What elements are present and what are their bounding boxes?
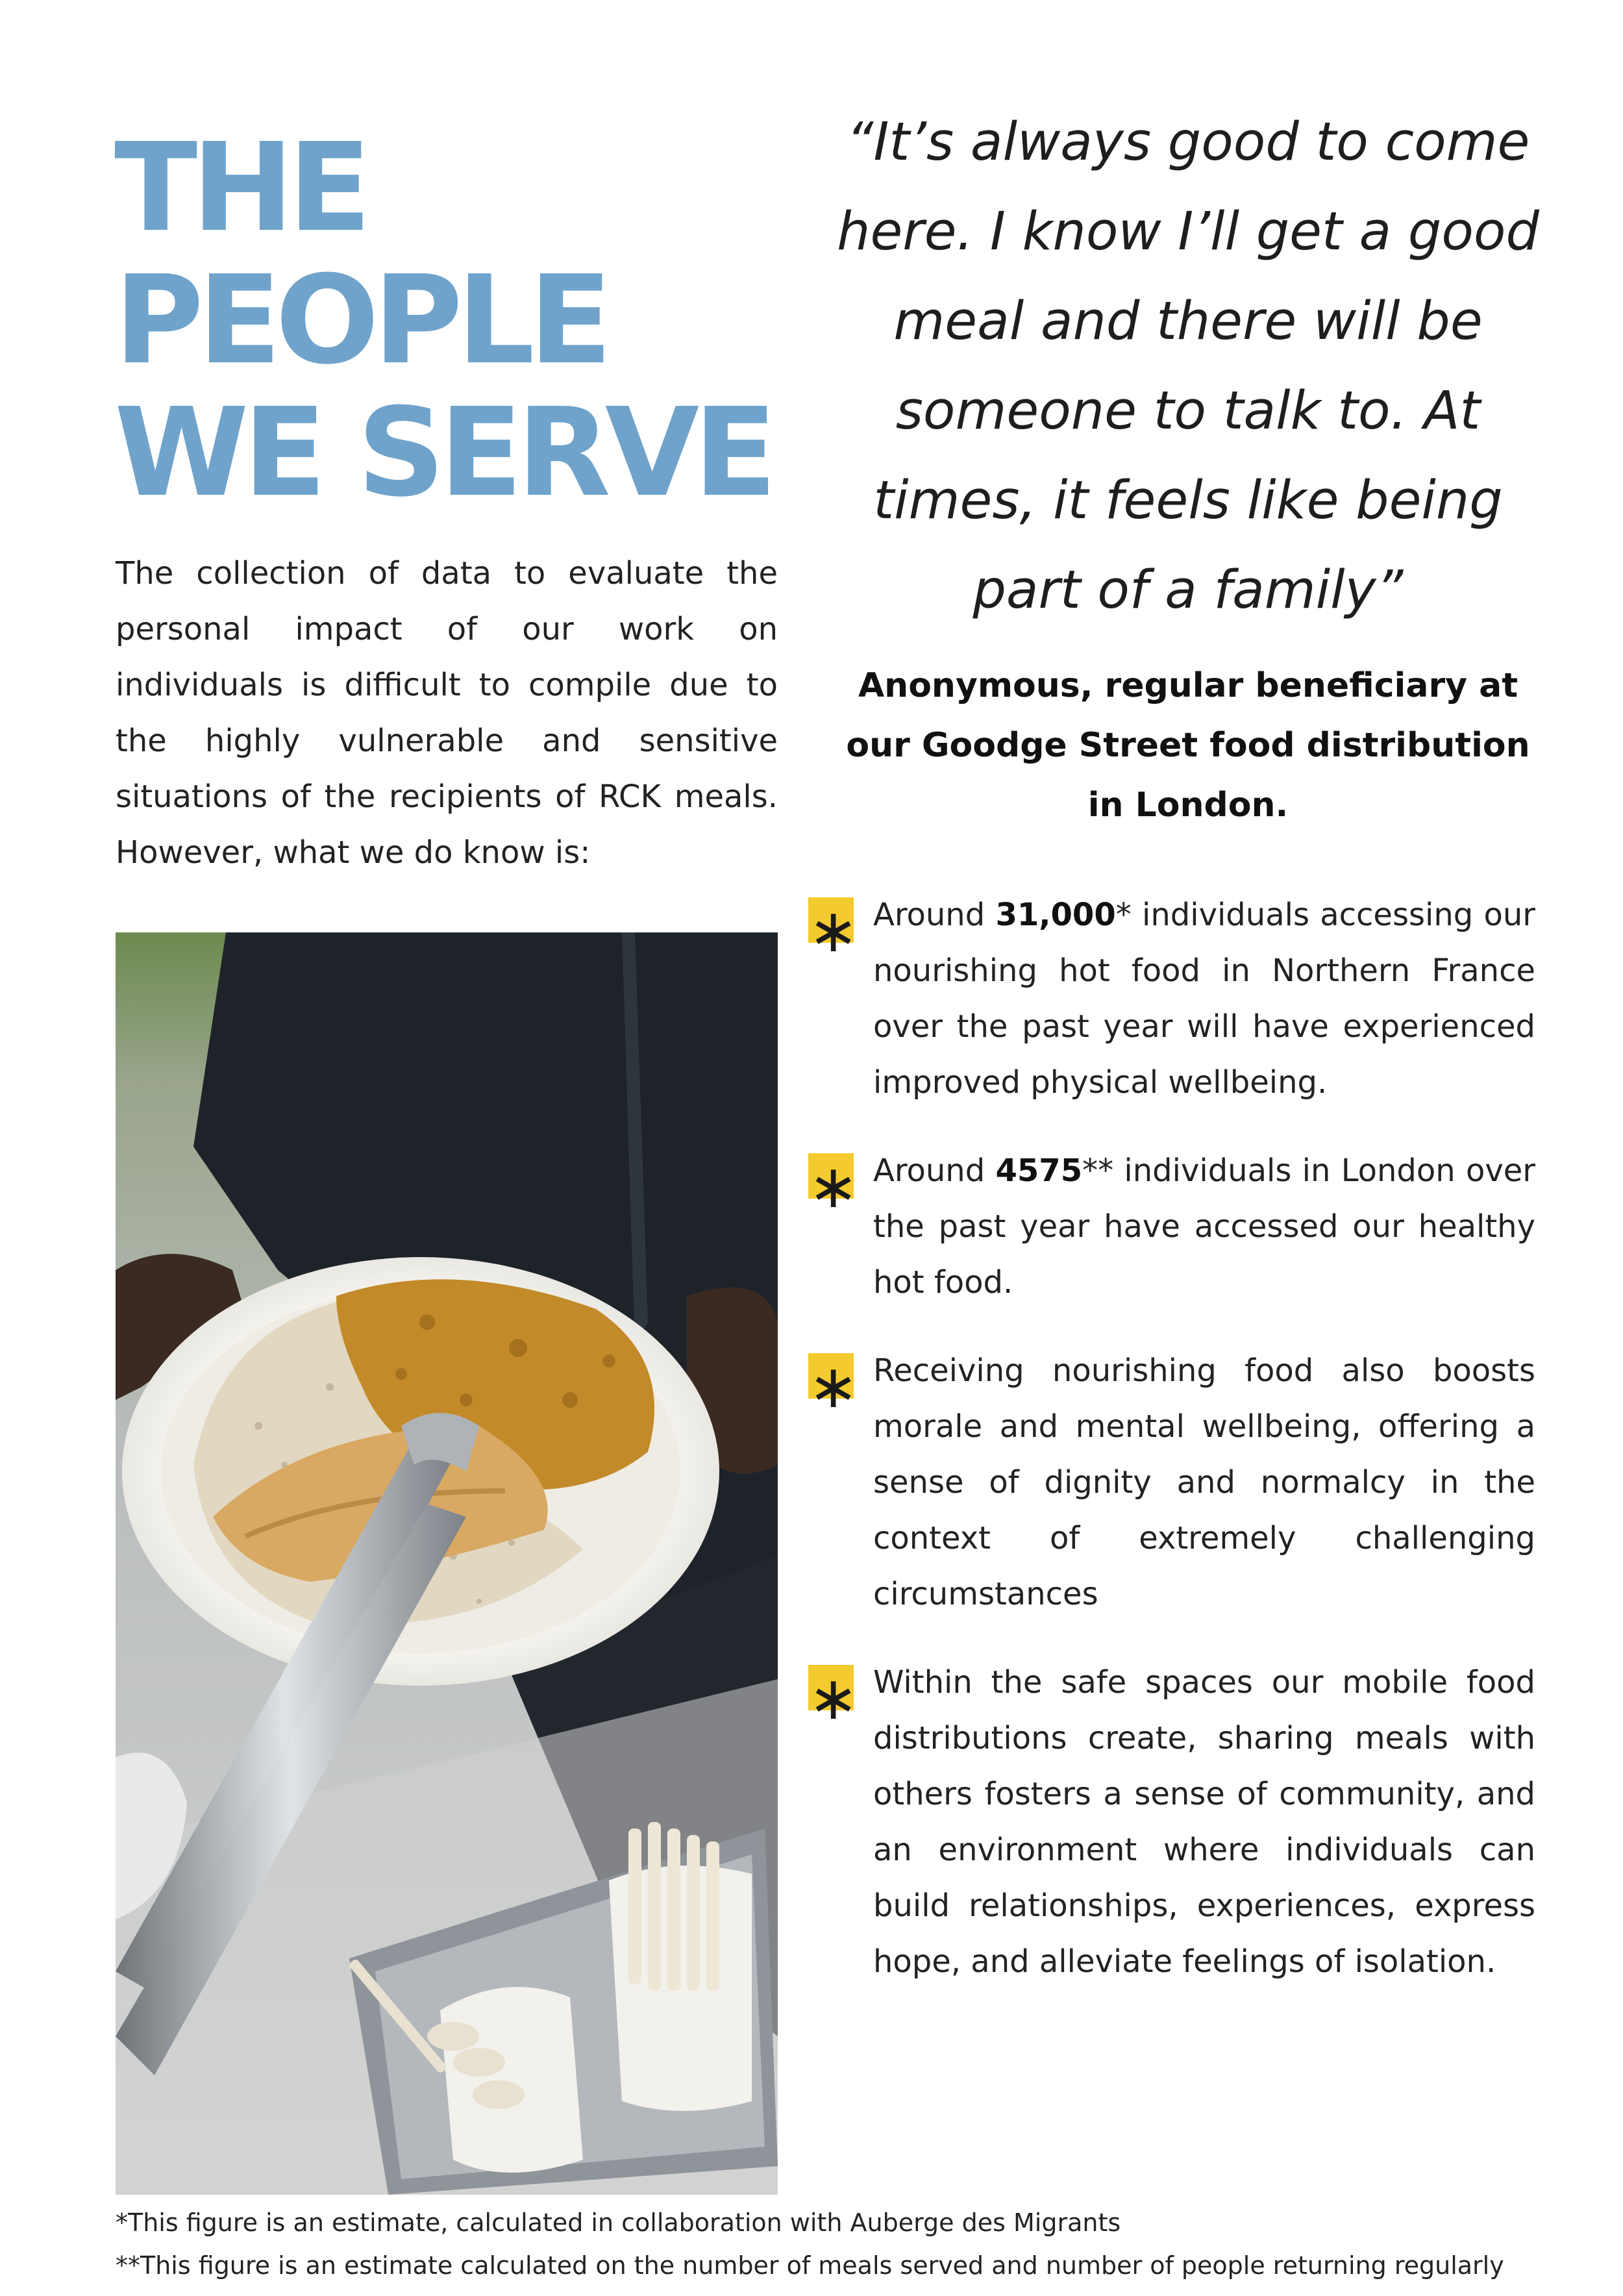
asterisk-icon: ∗ (808, 896, 859, 966)
impact-text-before: Around (873, 1153, 996, 1189)
intro-paragraph: The collection of data to evaluate the personal impact of our work on individuals is difficult to compile due to the highly vulnerable and sensitive situations of the recipients of RCK meals. However, what we do know is: (116, 555, 778, 871)
asterisk-icon: ∗ (808, 1664, 859, 1733)
impact-item-northern-france (808, 887, 1535, 1110)
page-title (114, 117, 796, 524)
impact-figure: 31,000 (995, 897, 1116, 933)
impact-text: Within the safe spaces our mobile food distributions create, sharing meals with others fosters a sense of community, and an environment where individuals can build relationships, experiences, express hope, and alleviate feelings of isolation. (873, 1664, 1535, 1980)
impact-text-after: ** individuals in London over the past year have accessed our healthy hot food. (873, 1153, 1535, 1301)
footnotes (116, 2201, 1576, 2287)
impact-list (808, 887, 1535, 2022)
asterisk-icon: ∗ (808, 1352, 859, 1421)
impact-text (873, 887, 1535, 1110)
title-line-2: PEOPLE (114, 249, 607, 392)
impact-text-after: * individuals accessing our nourishing hot food in Northern France over the past year will have experienced improved physical wellbeing. (873, 897, 1536, 1101)
testimonial-quote: “It’s always good to come here. I know I’ll get a good meal and there will be someone to talk to. At times, it feels like being part of a family” (837, 112, 1539, 621)
impact-text: Receiving nourishing food also boosts morale and mental wellbeing, offering a sense of dignity and normalcy in the context of extremely challenging circumstances (873, 1353, 1535, 1612)
footnote-1: *This figure is an estimate, calculated in collaboration with Auberge des Migrants (116, 2208, 1121, 2237)
impact-text (873, 1143, 1535, 1310)
footnote-2: **This figure is an estimate calculated on the number of meals served and number of people returning regularly (116, 2251, 1504, 2280)
title-line-1: THE (114, 117, 366, 259)
title-line-3: WE SERVE (114, 382, 771, 524)
impact-item-community (808, 1654, 1535, 1990)
quote-attribution: Anonymous, regular beneficiary at our Goodge Street food distribution in London. (846, 666, 1530, 825)
impact-text-before: Around (873, 897, 996, 933)
impact-figure: 4575 (995, 1153, 1083, 1189)
impact-item-london (808, 1143, 1535, 1310)
asterisk-icon: ∗ (808, 1152, 859, 1221)
food-plate-photo (116, 932, 778, 2195)
impact-item-wellbeing (808, 1343, 1535, 1622)
